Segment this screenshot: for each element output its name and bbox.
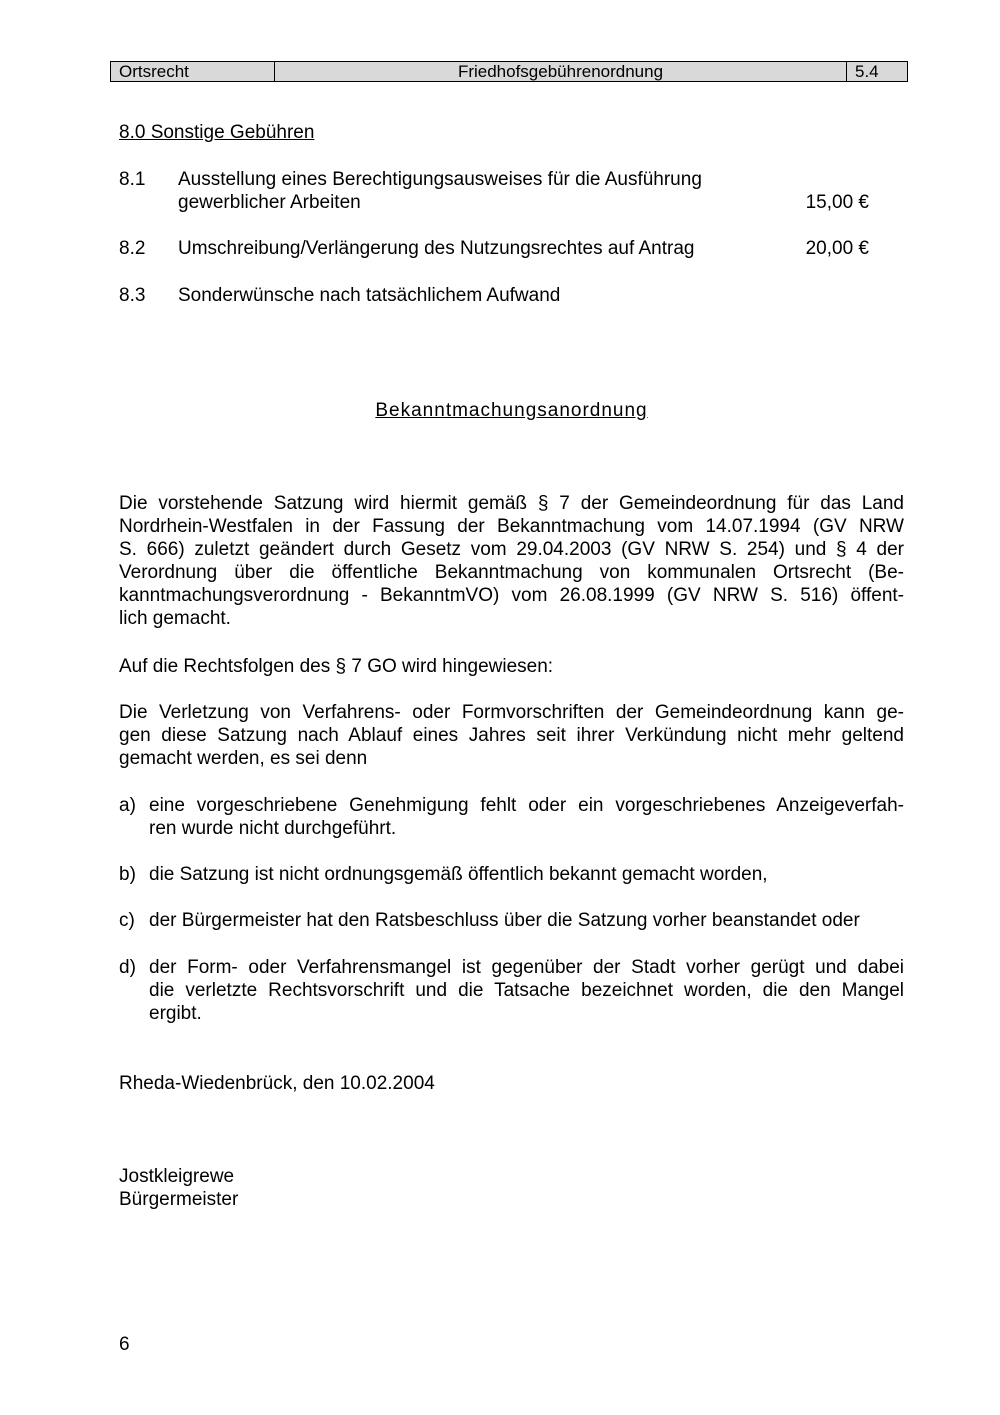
announcement-title-text: Bekanntmachungsanordnung <box>375 400 648 421</box>
paragraph-violation <box>119 701 904 770</box>
document-header <box>110 61 908 82</box>
fee-price: 20,00 € <box>805 238 869 259</box>
list-item-line: ergibt. <box>149 1003 202 1024</box>
list-item-line: die verletzte Rechtsvorschrift und die Tatsache bezeichnet worden, die den Mangel <box>149 980 904 1001</box>
header-number: 5.4 <box>855 62 879 81</box>
list-item-line: eine vorgeschriebene Genehmigung fehlt oder ein vorgeschriebenes Anzeigeverfah- <box>149 795 904 816</box>
list-item-line: der Bürgermeister hat den Ratsbeschluss über die Satzung vorher beanstandet oder <box>149 910 860 931</box>
fee-text-line: gewerblicher Arbeiten <box>178 192 361 213</box>
list-item-body <box>149 794 904 840</box>
fee-price: 15,00 € <box>805 192 869 213</box>
list-item-body <box>149 863 904 886</box>
fee-number: 8.3 <box>119 285 146 306</box>
paragraph-announcement <box>119 492 904 630</box>
fee-number: 8.1 <box>119 169 146 190</box>
header-title: Friedhofsgebührenordnung <box>275 62 847 81</box>
list-item-body <box>149 956 904 1025</box>
list-item-letter: b) <box>119 864 136 885</box>
paragraph-line: kanntmachungsverordnung - BekanntmVO) vom 26.08.1999 (GV NRW S. 516) öffent- <box>119 585 904 606</box>
paragraph-line: lich gemacht. <box>119 608 231 629</box>
paragraph-line: Nordrhein-Westfalen in der Fassung der Bekanntmachung vom 14.07.1994 (GV NRW <box>119 516 904 537</box>
list-item-letter: a) <box>119 795 136 816</box>
paragraph-line: Verordnung über die öffentliche Bekanntmachung von kommunalen Ortsrecht (Be- <box>119 562 904 583</box>
list-item-line: ren wurde nicht durchgeführt. <box>149 818 397 839</box>
paragraph-line: gemacht werden, es sei denn <box>119 748 368 769</box>
fee-text-line: Umschreibung/Verlängerung des Nutzungsrechtes auf Antrag <box>178 238 695 259</box>
paragraph-line: Die Verletzung von Verfahrens- oder Formvorschriften der Gemeindeordnung kann ge- <box>119 702 904 723</box>
fee-text-line: Ausstellung eines Berechtigungsausweises für die Ausführung <box>178 169 702 190</box>
section-title: 8.0 Sonstige Gebühren <box>119 122 315 143</box>
fee-text-line: Sonderwünsche nach tatsächlichem Aufwand <box>178 285 561 306</box>
paragraph-line: gen diese Satzung nach Ablauf eines Jahres seit ihrer Verkündung nicht mehr geltend <box>119 725 904 746</box>
place-date: Rheda-Wiedenbrück, den 10.02.2004 <box>119 1073 435 1094</box>
list-item-letter: d) <box>119 957 136 978</box>
list-item-body <box>149 909 904 932</box>
list-item-letter: c) <box>119 910 135 931</box>
page-number: 6 <box>119 1334 130 1355</box>
signature-name: Jostkleigrewe <box>119 1166 235 1187</box>
fee-number: 8.2 <box>119 238 146 259</box>
list-item-line: der Form- oder Verfahrensmangel ist gegenüber der Stadt vorher gerügt und dabei <box>149 957 904 978</box>
signature-title: Bürgermeister <box>119 1189 239 1210</box>
list-item-line: die Satzung ist nicht ordnungsgemäß öffentlich bekannt gemacht worden, <box>149 864 768 885</box>
announcement-title <box>119 399 904 422</box>
paragraph-legal-notice: Auf die Rechtsfolgen des § 7 GO wird hingewiesen: <box>119 656 554 677</box>
paragraph-line: Die vorstehende Satzung wird hiermit gemäß § 7 der Gemeindeordnung für das Land <box>119 493 904 514</box>
paragraph-line: S. 666) zuletzt geändert durch Gesetz vom 29.04.2003 (GV NRW S. 254) und § 4 der <box>119 539 904 560</box>
header-section: Ortsrecht <box>111 62 275 81</box>
